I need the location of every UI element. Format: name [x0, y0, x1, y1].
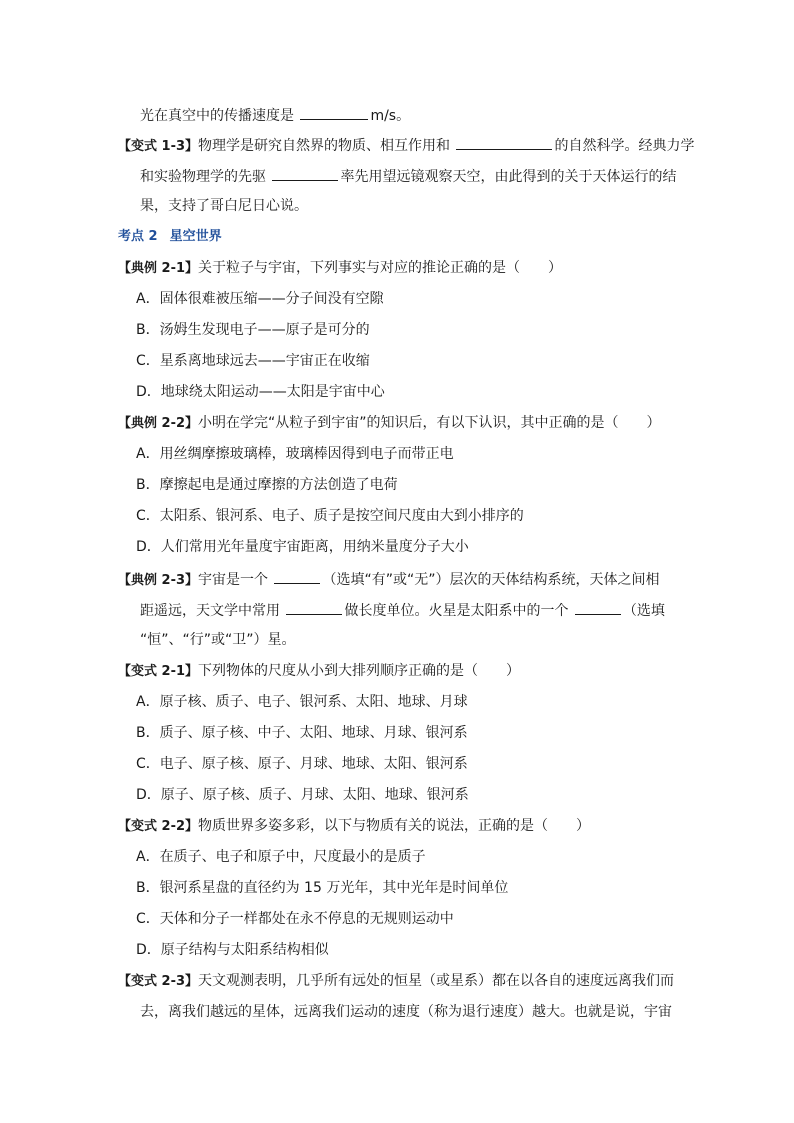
section-title: 星空世界 [169, 229, 222, 244]
question-tag: 【变式 2-2】 [118, 819, 199, 834]
text-line [140, 1002, 672, 1022]
question-text: 做长度单位。火星是太阳系中的一个 [344, 603, 569, 619]
question-tag: 【变式 1-3】 [118, 139, 199, 154]
question-text: 宇宙是一个 [198, 572, 269, 588]
option-c: C．星系离地球远去——宇宙正在收缩 [136, 353, 370, 369]
question-text: 和实验物理学的先驱 [140, 169, 266, 185]
text-line [140, 599, 665, 619]
question-text: 果，支持了哥白尼日心说。 [140, 198, 308, 214]
answer-blank [286, 599, 342, 615]
question-tag: 【变式 2-3】 [118, 974, 199, 989]
section-label: 考点 2 [118, 229, 158, 244]
question-stem: 物质世界多姿多彩，以下与物质有关的说法，正确的是（ ） [198, 818, 591, 834]
option-c: C．太阳系、银河系、电子、质子是按空间尺度由大到小排序的 [136, 508, 524, 524]
option-d: D．原子结构与太阳系结构相似 [136, 942, 329, 958]
option-b: B．汤姆生发现电子——原子是可分的 [136, 322, 370, 338]
option-d: D．原子、原子核、质子、月球、太阳、地球、银河系 [136, 787, 469, 803]
question-tag: 【典例 2-3】 [118, 573, 199, 588]
question-text: 距遥远，天文学中常用 [140, 603, 280, 619]
question-text: 率先用望远镜观察天空，由此得到的关于天体运行的结 [340, 169, 677, 185]
section-heading [118, 227, 222, 247]
text-line [140, 196, 308, 216]
question-d2-3 [118, 568, 659, 588]
answer-blank [575, 599, 621, 615]
option-b: B．摩擦起电是通过摩擦的方法创造了电荷 [136, 477, 398, 493]
text-line [140, 630, 296, 650]
text-line [140, 165, 676, 185]
answer-blank [272, 165, 338, 181]
question-v2-2 [118, 816, 590, 836]
question-text: “恒”、“行”或“卫”）星。 [140, 632, 296, 648]
question-d2-2 [118, 413, 661, 433]
answer-blank [300, 104, 368, 120]
answer-blank [456, 134, 552, 150]
option-d: D．地球绕太阳运动——太阳是宇宙中心 [136, 384, 385, 400]
question-text: 的自然科学。经典力学 [554, 138, 695, 154]
option-c: C．天体和分子一样都处在永不停息的无规则运动中 [136, 911, 454, 927]
option-a: A．固体很难被压缩——分子间没有空隙 [136, 291, 384, 307]
question-tag: 【典例 2-2】 [118, 416, 199, 431]
question-v1-3 [118, 134, 694, 154]
answer-blank [274, 568, 320, 584]
option-a: A．原子核、质子、电子、银河系、太阳、地球、月球 [136, 694, 468, 710]
option-c: C．电子、原子核、原子、月球、地球、太阳、银河系 [136, 756, 468, 772]
option-d: D．人们常用光年量度宇宙距离，用纳米量度分子大小 [136, 539, 469, 555]
text-line [140, 104, 410, 124]
question-text: 物理学是研究自然界的物质、相互作用和 [198, 138, 451, 154]
option-b: B．质子、原子核、中子、太阳、地球、月球、银河系 [136, 725, 468, 741]
question-text: 天文观测表明，几乎所有远处的恒星（或星系）都在以各自的速度远离我们而 [198, 973, 675, 989]
question-text: （选填 [622, 603, 665, 619]
question-tag: 【典例 2-1】 [118, 261, 199, 276]
question-d2-1 [118, 258, 562, 278]
question-stem: 下列物体的尺度从小到大排列顺序正确的是（ ） [198, 663, 521, 679]
question-v2-3 [118, 971, 674, 991]
option-a: A．用丝绸摩擦玻璃棒，玻璃棒因得到电子而带正电 [136, 446, 454, 462]
question-text: （选填“有”或“无”）层次的天体结构系统，天体之间相 [322, 572, 660, 588]
question-stem: 小明在学完“从粒子到宇宙”的知识后，有以下认识，其中正确的是（ ） [198, 415, 661, 431]
question-v2-1 [118, 661, 520, 681]
question-text: 去，离我们越远的星体，远离我们运动的速度（称为退行速度）越大。也就是说，宇宙 [140, 1004, 672, 1020]
option-a: A．在质子、电子和原子中，尺度最小的是质子 [136, 849, 426, 865]
question-tag: 【变式 2-1】 [118, 664, 199, 679]
question-stem: 关于粒子与宇宙，下列事实与对应的推论正确的是（ ） [198, 260, 563, 276]
option-b: B．银河系星盘的直径约为 15 万光年，其中光年是时间单位 [136, 880, 509, 896]
question-text: 光在真空中的传播速度是 [140, 108, 294, 124]
unit-text: m/s。 [370, 108, 411, 124]
